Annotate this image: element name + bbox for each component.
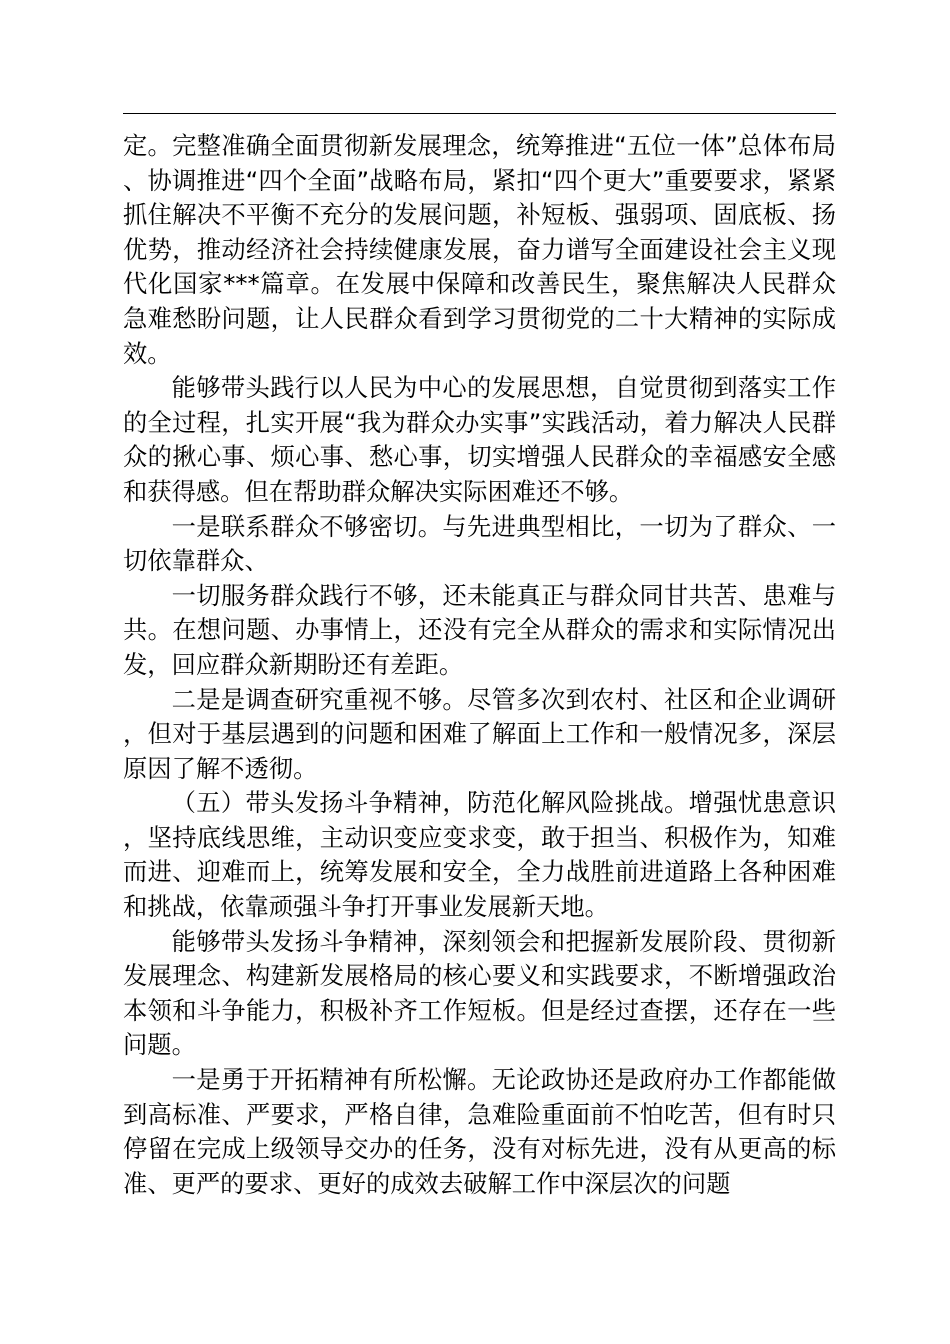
header-rule <box>123 113 836 114</box>
section-heading-paragraph: （五）带头发扬斗争精神，防范化解风险挑战。增强忧患意识，坚持底线思维，主动识变应变求变，敢于担当、积极作为，知难而进、迎难而上，统筹发展和安全，全力战胜前进道路上各种困难和挑战，依靠顽强斗争打开事业发展新天地。 <box>123 788 836 922</box>
paragraph: 一是联系群众不够密切。与先进典型相比，一切为了群众、一切依靠群众、 <box>123 511 836 576</box>
paragraph: 一是勇于开拓精神有所松懈。无论政协还是政府办工作都能做到高标准、严要求，严格自律，急难险重面前不怕吃苦，但有时只停留在完成上级领导交办的任务，没有对标先进，没有从更高的标准、更严的要求、更好的成效去破解工作中深层次的问题 <box>123 1065 836 1198</box>
paragraph: 能够带头践行以人民为中心的发展思想，自觉贯彻到落实工作的全过程，扎实开展“我为群众办实事”实践活动，着力解决人民群众的揪心事、烦心事、愁心事，切实增强人民群众的幸福感安全感和获得感。但在帮助群众解决实际困难还不够。 <box>123 373 836 506</box>
paragraph: 一切服务群众践行不够，还未能真正与群众同甘共苦、患难与共。在想问题、办事情上，还没有完全从群众的需求和实际情况出发，回应群众新期盼还有差距。 <box>123 580 836 679</box>
paragraph: 二是是调查研究重视不够。尽管多次到农村、社区和企业调研，但对于基层遇到的问题和困难了解面上工作和一般情况多，深层原因了解不透彻。 <box>123 684 836 783</box>
paragraph: 能够带头发扬斗争精神，深刻领会和把握新发展阶段、贯彻新发展理念、构建新发展格局的核心要义和实践要求，不断增强政治本领和斗争能力，积极补齐工作短板。但是经过查摆，还存在一些问题。 <box>123 926 836 1060</box>
document-body <box>123 129 836 1201</box>
paragraph-continuation: 定。完整准确全面贯彻新发展理念，统筹推进“五位一体”总体布局、协调推进“四个全面”战略布局，紧扣“四个更大”重要要求，紧紧抓住解决不平衡不充分的发展问题，补短板、强弱项、固底板、扬优势，推动经济社会持续健康发展，奋力谱写全面建设社会主义现代化国家***篇章。在发展中保障和改善民生，聚焦解决人民群众急难愁盼问题，让人民群众看到学习贯彻党的二十大精神的实际成效。 <box>123 131 836 368</box>
